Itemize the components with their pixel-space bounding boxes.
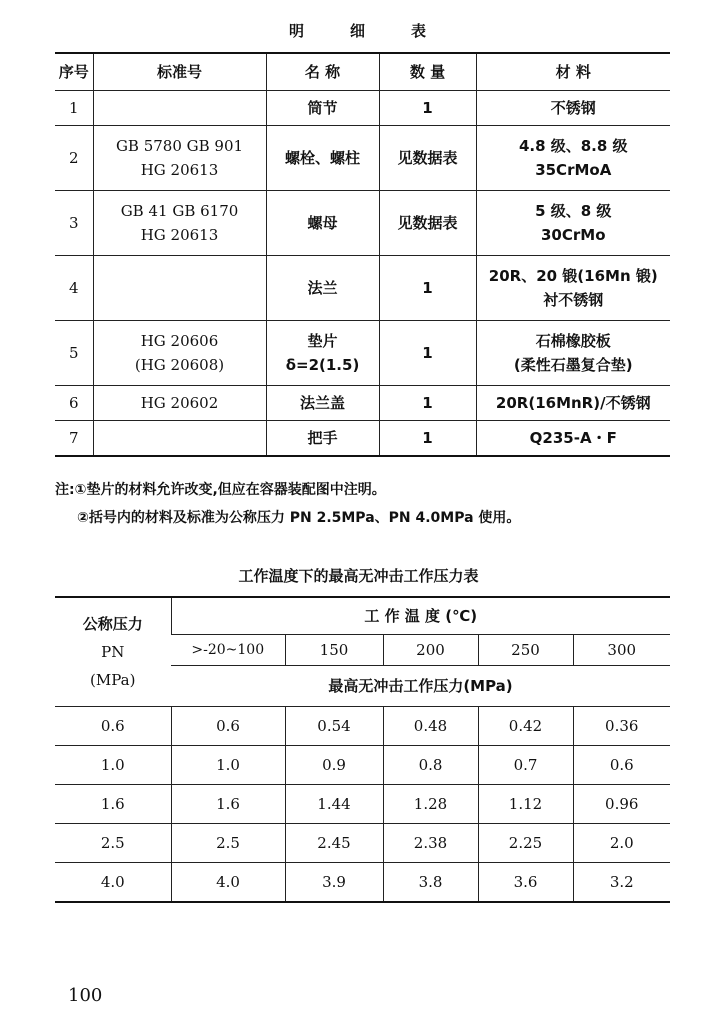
- cell-qty-line: 1: [422, 344, 433, 362]
- cell-pn: 0.6: [55, 707, 171, 746]
- table1-row: [55, 321, 670, 386]
- cell-pressure: 1.0: [171, 746, 285, 785]
- cell-material-line: 4.8 级、8.8 级: [518, 137, 628, 155]
- cell-standard: [93, 386, 266, 421]
- cell-no: [55, 421, 93, 457]
- notes: [55, 476, 520, 532]
- cell-pressure: 1.44: [285, 785, 383, 824]
- cell-material-line: Q235-A・F: [529, 429, 617, 447]
- cell-name: [266, 386, 379, 421]
- cell-qty: [379, 321, 476, 386]
- cell-standard-line: HG 20613: [140, 226, 219, 244]
- table1-row: [55, 91, 670, 126]
- temp-col: 200: [383, 635, 478, 666]
- cell-material: [476, 256, 670, 321]
- cell-material-line: 石棉橡胶板: [535, 332, 611, 350]
- cell-qty: [379, 421, 476, 457]
- cell-standard: [93, 91, 266, 126]
- cell-no: [55, 91, 93, 126]
- cell-standard: [93, 321, 266, 386]
- cell-name: [266, 321, 379, 386]
- temp-col: 150: [285, 635, 383, 666]
- cell-material-line: 30CrMo: [540, 226, 606, 244]
- cell-name-line: 螺母: [307, 214, 338, 232]
- table2-title: 工作温度下的最高无冲击工作压力表: [238, 567, 479, 585]
- cell-pressure: 3.9: [285, 863, 383, 903]
- table2-row: [55, 863, 670, 903]
- cell-name: [266, 256, 379, 321]
- cell-standard-line: GB 41 GB 6170: [120, 202, 239, 220]
- cell-material: [476, 386, 670, 421]
- title1-char: 明: [288, 22, 306, 40]
- cell-pressure: 4.0: [171, 863, 285, 903]
- cell-pressure: 2.0: [573, 824, 670, 863]
- cell-pressure: 3.6: [478, 863, 573, 903]
- cell-material: [476, 421, 670, 457]
- cell-pressure: 0.6: [573, 746, 670, 785]
- cell-pressure: 2.38: [383, 824, 478, 863]
- cell-name: [266, 91, 379, 126]
- cell-standard-line: (HG 20608): [134, 356, 225, 374]
- cell-pressure: 0.9: [285, 746, 383, 785]
- cell-qty-line: 1: [422, 429, 433, 447]
- cell-material-line: 20R(16MnR)/不锈钢: [495, 394, 651, 412]
- cell-pressure: 2.25: [478, 824, 573, 863]
- cell-name-line: 螺栓、螺柱: [284, 149, 360, 167]
- cell-pn: 1.6: [55, 785, 171, 824]
- cell-no: [55, 321, 93, 386]
- cell-name-line: 筒节: [307, 99, 338, 117]
- cell-no: [55, 126, 93, 191]
- cell-standard: [93, 191, 266, 256]
- cell-pressure: 3.8: [383, 863, 478, 903]
- cell-qty-line: 1: [422, 394, 433, 412]
- cell-name: [266, 126, 379, 191]
- col-header-name: 名 称: [266, 53, 379, 91]
- cell-qty: [379, 126, 476, 191]
- cell-pressure: 0.48: [383, 707, 478, 746]
- cell-no: [55, 191, 93, 256]
- table1-row: [55, 386, 670, 421]
- cell-pressure: 2.45: [285, 824, 383, 863]
- cell-pressure: 0.42: [478, 707, 573, 746]
- cell-no-line: 1: [68, 99, 79, 117]
- cell-pressure: 0.36: [573, 707, 670, 746]
- pressure-table: [55, 596, 670, 903]
- cell-material: [476, 191, 670, 256]
- cell-no-line: 3: [68, 214, 79, 232]
- table1-row: [55, 421, 670, 457]
- col-header-no: 序号: [55, 53, 93, 91]
- cell-material: [476, 126, 670, 191]
- note-1: 注:①垫片的材料允许改变,但应在容器装配图中注明。: [55, 482, 386, 498]
- cell-no-line: 2: [68, 149, 79, 167]
- cell-qty-line: 1: [422, 279, 433, 297]
- cell-no-line: 5: [68, 344, 79, 362]
- page-number: 100: [68, 985, 103, 1006]
- cell-pressure: 1.12: [478, 785, 573, 824]
- col-header-material: 材 料: [476, 53, 670, 91]
- table2-row: [55, 824, 670, 863]
- cell-standard-line: HG 20602: [140, 394, 219, 412]
- cell-pressure: 0.96: [573, 785, 670, 824]
- cell-no-line: 4: [68, 279, 79, 297]
- title1-char: 表: [411, 22, 429, 40]
- cell-pressure: 0.7: [478, 746, 573, 785]
- cell-name-line: 法兰盖: [299, 394, 345, 412]
- cell-pressure: 1.6: [171, 785, 285, 824]
- cell-pressure: 3.2: [573, 863, 670, 903]
- cell-material-line: 5 级、8 级: [535, 202, 612, 220]
- table2-row: [55, 746, 670, 785]
- temp-col: 250: [478, 635, 573, 666]
- cell-standard: [93, 256, 266, 321]
- cell-qty: [379, 256, 476, 321]
- pressure-header: 最高无冲击工作压力(MPa): [171, 666, 670, 707]
- cell-name: [266, 191, 379, 256]
- cell-standard: [93, 421, 266, 457]
- cell-qty-line: 见数据表: [397, 149, 458, 167]
- table2-row: [55, 785, 670, 824]
- temp-col: 300: [573, 635, 670, 666]
- cell-pressure: 0.54: [285, 707, 383, 746]
- cell-material-line: 35CrMoA: [535, 161, 612, 179]
- table1-header-row: [55, 53, 670, 91]
- cell-no-line: 6: [68, 394, 79, 412]
- cell-name-line: 垫片: [307, 332, 338, 350]
- cell-material-line: 衬不锈钢: [543, 291, 604, 309]
- cell-qty: [379, 386, 476, 421]
- cell-material: [476, 321, 670, 386]
- cell-standard-line: HG 20613: [140, 161, 219, 179]
- cell-standard-line: HG 20606: [140, 332, 219, 350]
- cell-pressure: 0.8: [383, 746, 478, 785]
- cell-name-line: δ=2(1.5): [285, 356, 360, 374]
- table1-title: [0, 20, 717, 41]
- table2-header-row-1: [55, 597, 670, 635]
- col-header-standard: 标准号: [93, 53, 266, 91]
- cell-no: [55, 386, 93, 421]
- cell-name: [266, 421, 379, 457]
- table1-row: [55, 126, 670, 191]
- pn-header-line: 公称压力: [82, 615, 143, 633]
- table1-row: [55, 191, 670, 256]
- cell-name-line: 法兰: [307, 279, 338, 297]
- title1-char: 细: [349, 22, 367, 40]
- cell-no: [55, 256, 93, 321]
- cell-material-line: (柔性石墨复合垫): [513, 356, 633, 374]
- temperature-header: 工 作 温 度 (℃): [171, 597, 670, 635]
- cell-material-line: 不锈钢: [550, 99, 596, 117]
- cell-pn: 2.5: [55, 824, 171, 863]
- cell-standard: [93, 126, 266, 191]
- pn-header: [55, 597, 171, 707]
- cell-standard-line: GB 5780 GB 901: [115, 137, 244, 155]
- cell-name-line: 把手: [307, 429, 338, 447]
- cell-qty: [379, 91, 476, 126]
- temp-col: >-20~100: [171, 635, 285, 666]
- cell-pn: 1.0: [55, 746, 171, 785]
- pn-header-line: (MPa): [90, 671, 136, 689]
- cell-qty: [379, 191, 476, 256]
- cell-material-line: 20R、20 锻(16Mn 锻): [488, 267, 658, 285]
- pn-header-line: PN: [101, 643, 125, 661]
- cell-pressure: 1.28: [383, 785, 478, 824]
- cell-material: [476, 91, 670, 126]
- cell-qty-line: 见数据表: [397, 214, 458, 232]
- table2-row: [55, 707, 670, 746]
- cell-no-line: 7: [68, 429, 79, 447]
- note-2: ②括号内的材料及标准为公称压力 PN 2.5MPa、PN 4.0MPa 使用。: [77, 510, 521, 526]
- cell-pn: 4.0: [55, 863, 171, 903]
- cell-qty-line: 1: [422, 99, 433, 117]
- cell-pressure: 0.6: [171, 707, 285, 746]
- parts-list-table: [55, 52, 670, 457]
- cell-pressure: 2.5: [171, 824, 285, 863]
- table1-row: [55, 256, 670, 321]
- col-header-qty: 数 量: [379, 53, 476, 91]
